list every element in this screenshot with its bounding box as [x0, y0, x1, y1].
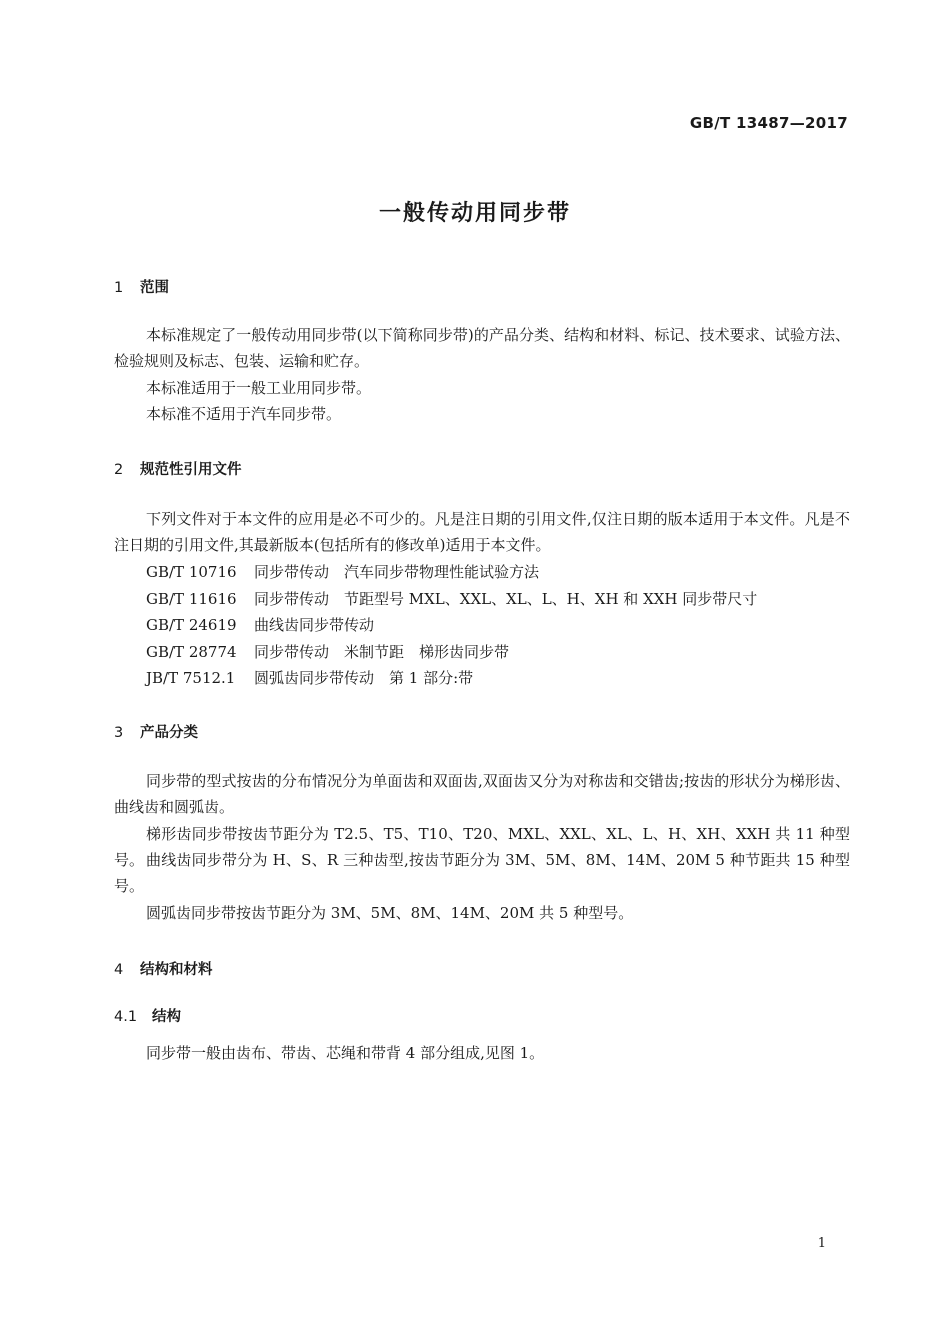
paragraph: 本标准不适用于汽车同步带。 — [146, 405, 342, 423]
section-number: 4 — [114, 962, 124, 978]
section-4-heading — [114, 958, 213, 979]
paragraph: 本标准规定了一般传动用同步带(以下简称同步带)的产品分类、结构和材料、标记、技术要求、试验方法、检验规则及标志、包装、运输和贮存。 — [114, 326, 850, 370]
reference-title: 曲线齿同步带传动 — [254, 616, 375, 634]
reference-title: 同步带传动 汽车同步带物理性能试验方法 — [254, 563, 540, 581]
paragraph: 本标准适用于一般工业用同步带。 — [146, 379, 372, 397]
subsection-4-1-heading — [114, 1005, 181, 1026]
reference-title: 同步带传动 节距型号 MXL、XXL、XL、L、H、XH 和 XXH 同步带尺寸 — [254, 590, 758, 608]
reference-title: 圆弧齿同步带传动 第 1 部分:带 — [254, 669, 474, 687]
section-number: 2 — [114, 462, 124, 478]
paragraph: 同步带一般由齿布、带齿、芯绳和带背 4 部分组成,见图 1。 — [146, 1044, 545, 1062]
section-2-heading — [114, 458, 242, 479]
reference-code: GB/T 28774 — [146, 643, 237, 661]
reference-item — [146, 665, 473, 691]
reference-item — [146, 639, 509, 665]
section-title: 规范性引用文件 — [140, 462, 242, 478]
paragraph: 下列文件对于本文件的应用是必不可少的。凡是注日期的引用文件,仅注日期的版本适用于本文件。凡是不注日期的引用文件,其最新版本(包括所有的修改单)适用于本文件。 — [114, 510, 850, 554]
reference-title: 同步带传动 米制节距 梯形齿同步带 — [254, 643, 510, 661]
reference-item — [146, 559, 539, 585]
reference-item — [146, 586, 757, 612]
document-code: GB/T 13487—2017 — [689, 114, 848, 132]
section-title: 结构和材料 — [140, 962, 213, 978]
paragraph: 梯形齿同步带按齿节距分为 T2.5、T5、T10、T20、MXL、XXL、XL、L、H、XH、XXH 共 11 种型号。 — [114, 825, 850, 869]
section-number: 3 — [114, 725, 124, 741]
section-3-heading — [114, 721, 198, 742]
reference-item — [146, 612, 374, 638]
section-number: 1 — [114, 280, 124, 296]
paragraph: 圆弧齿同步带按齿节距分为 3M、5M、8M、14M、20M 共 5 种型号。 — [146, 904, 634, 922]
document-title: 一般传动用同步带 — [378, 201, 571, 226]
section-title: 产品分类 — [140, 725, 198, 741]
subsection-number: 4.1 — [114, 1009, 138, 1025]
page-number: 1 — [817, 1236, 826, 1251]
reference-code: GB/T 11616 — [146, 590, 237, 608]
section-title: 范围 — [140, 280, 169, 296]
reference-code: JB/T 7512.1 — [146, 669, 236, 687]
paragraph: 曲线齿同步带分为 H、S、R 三种齿型,按齿节距分为 3M、5M、8M、14M、20M 5 种节距共 15 种型号。 — [114, 851, 850, 895]
section-1-heading — [114, 276, 169, 297]
subsection-title: 结构 — [152, 1009, 181, 1025]
reference-code: GB/T 10716 — [146, 563, 237, 581]
reference-code: GB/T 24619 — [146, 616, 237, 634]
paragraph: 同步带的型式按齿的分布情况分为单面齿和双面齿,双面齿又分为对称齿和交错齿;按齿的形状分为梯形齿、曲线齿和圆弧齿。 — [114, 772, 850, 816]
